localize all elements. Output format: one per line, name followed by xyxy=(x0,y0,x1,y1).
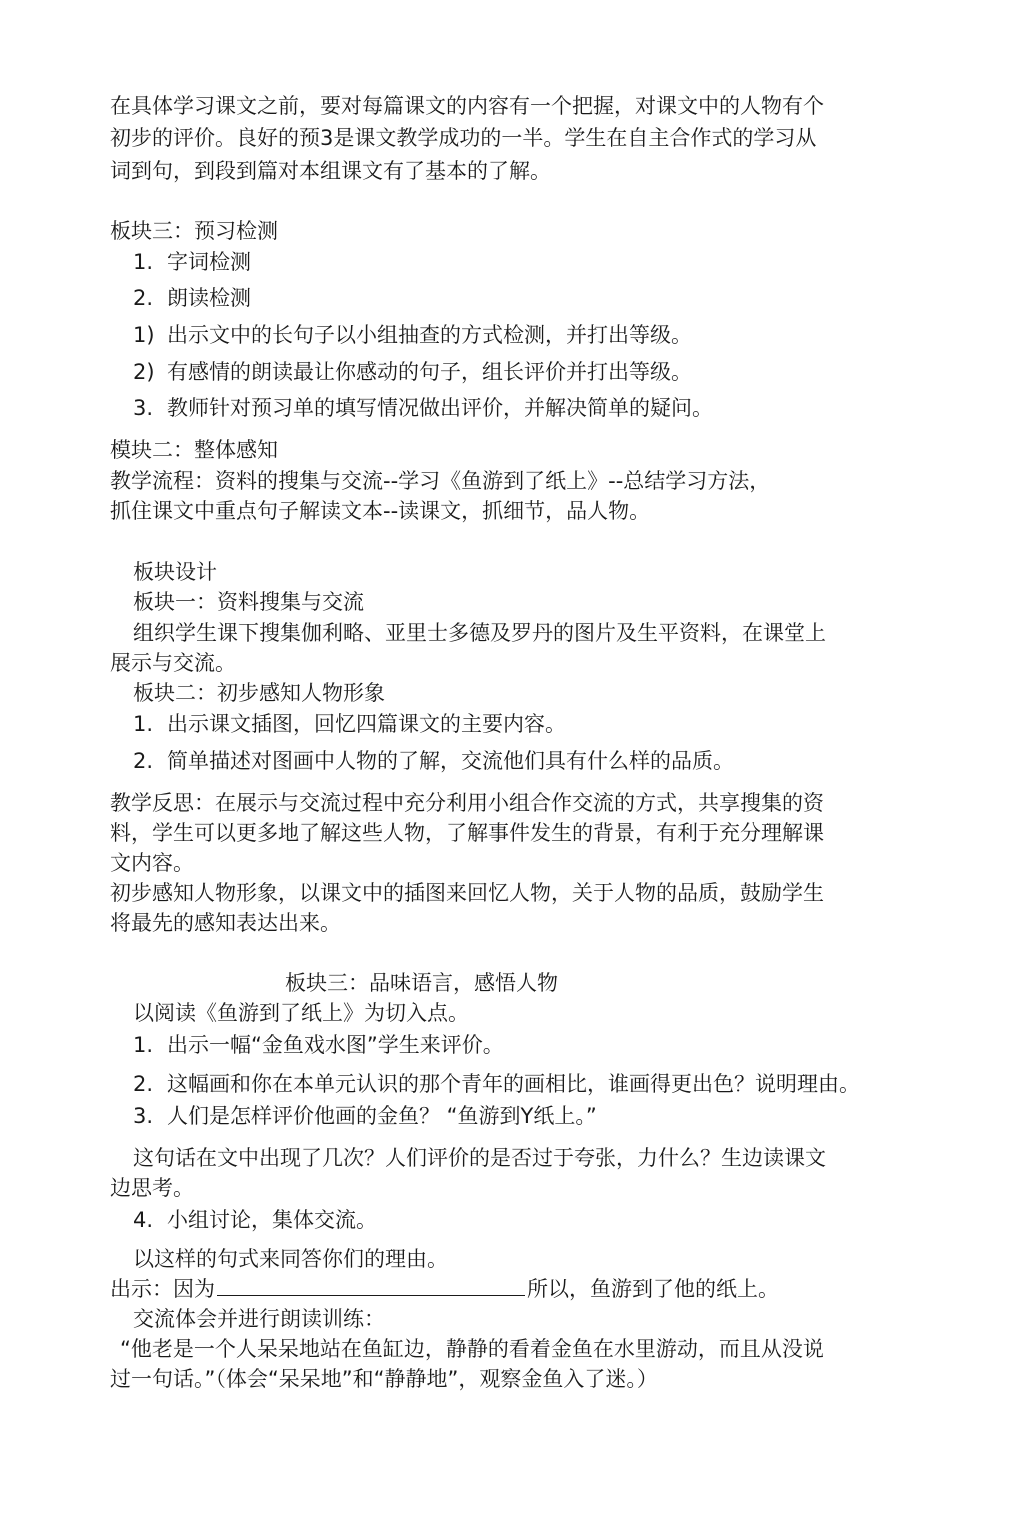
list-item-number: 1. xyxy=(133,250,154,274)
reflection-line-5: 将最先的感知表达出来。 xyxy=(110,911,341,935)
list-item-number: 2. xyxy=(133,1072,154,1096)
block1-text-line-1: 组织学生课下搜集伽利略、亚里士多德及罗丹的图片及生平资料，在课堂上 xyxy=(133,621,826,645)
quote-line-1: “他老是一个人呆呆地站在鱼缸边，静静的看着金鱼在水里游动，而且从没说 xyxy=(120,1337,824,1361)
intro-line-2: 初步的评价。良好的预3是课文教学成功的一半。学生在自主合作式的学习从 xyxy=(110,126,817,150)
intro-line-3: 词到句，到段到篇对本组课文有了基本的了解。 xyxy=(110,159,551,183)
fill-in-prefix: 出示：因为 xyxy=(110,1277,215,1301)
list-item xyxy=(133,284,251,312)
list-item xyxy=(133,747,734,775)
block3-pattern: 以这样的句式来同答你们的理由。 xyxy=(133,1247,448,1271)
teaching-flow-line-1: 教学流程：资料的搜集与交流--学习《鱼游到了纸上》--总结学习方法， xyxy=(110,469,771,493)
list-item-number: 3. xyxy=(133,396,154,420)
block1-text-line-2: 展示与交流。 xyxy=(110,651,236,675)
design-heading: 板块设计 xyxy=(133,560,217,584)
list-item-text: 朗读检测 xyxy=(167,286,251,310)
quote-line-2: 过一句话。”（体会“呆呆地”和“静静地”，观察金鱼入了迷。） xyxy=(110,1367,658,1391)
list-item-number: 1. xyxy=(133,1033,154,1057)
block3-question-line-2: 边思考。 xyxy=(110,1176,194,1200)
list-item-text: 教师针对预习单的填写情况做出评价，并解决简单的疑问。 xyxy=(167,396,713,420)
list-item-text: 出示课文插图，回忆四篇课文的主要内容。 xyxy=(167,712,566,736)
block3-heading: 板块三：品味语言，感悟人物 xyxy=(285,971,558,995)
list-item xyxy=(133,1070,860,1098)
list-item-text: 出示一幅“金鱼戏水图”学生来评价。 xyxy=(167,1033,504,1057)
block3-question-line-1: 这句话在文中出现了几次？人们评价的是否过于夸张，力什么？生边读课文 xyxy=(133,1146,826,1170)
fill-in-sentence xyxy=(110,1275,779,1303)
list-item-number: 2. xyxy=(133,286,154,310)
list-item xyxy=(133,394,713,422)
reflection-line-4: 初步感知人物形象，以课文中的插图来回忆人物，关于人物的品质，鼓励学生 xyxy=(110,881,824,905)
list-item xyxy=(133,248,251,276)
list-item xyxy=(133,1102,597,1130)
list-item-number: 1. xyxy=(133,712,154,736)
fill-in-blank xyxy=(217,1279,525,1296)
fill-in-suffix: 所以，鱼游到了他的纸上。 xyxy=(527,1277,779,1301)
intro-line-1: 在具体学习课文之前，要对每篇课文的内容有一个把握，对课文中的人物有个 xyxy=(110,94,824,118)
list-item-number: 3. xyxy=(133,1104,154,1128)
section3-heading: 板块三：预习检测 xyxy=(110,219,278,243)
list-item-text: 出示文中的长句子以小组抽查的方式检测，并打出等级。 xyxy=(167,323,692,347)
reflection-line-2: 料，学生可以更多地了解这些人物，了解事件发生的背景，有利于充分理解课 xyxy=(110,821,824,845)
list-item-text: 有感情的朗读最让你感动的句子，组长评价并打出等级。 xyxy=(167,360,692,384)
list-item-number: 2. xyxy=(133,749,154,773)
block3-intro: 以阅读《鱼游到了纸上》为切入点。 xyxy=(133,1001,469,1025)
block1-heading: 板块一：资料搜集与交流 xyxy=(133,590,364,614)
block2-heading: 板块二：初步感知人物形象 xyxy=(133,681,385,705)
list-item-text: 人们是怎样评价他画的金鱼？ “鱼游到Y纸上。” xyxy=(167,1104,597,1128)
list-item-number: 2) xyxy=(133,360,155,384)
list-item-text: 字词检测 xyxy=(167,250,251,274)
list-item xyxy=(133,1031,504,1059)
list-item xyxy=(133,1206,377,1234)
list-item-number: 4. xyxy=(133,1208,154,1232)
reflection-line-1: 教学反思：在展示与交流过程中充分利用小组合作交流的方式，共享搜集的资 xyxy=(110,791,824,815)
list-item xyxy=(133,321,692,349)
list-item-text: 简单描述对图画中人物的了解，交流他们具有什么样的品质。 xyxy=(167,749,734,773)
teaching-flow-line-2: 抓住课文中重点句子解读文本--读课文，抓细节，品人物。 xyxy=(110,499,651,523)
reflection-line-3: 文内容。 xyxy=(110,851,194,875)
block3-exchange: 交流体会并进行朗读训练： xyxy=(133,1307,385,1331)
list-item-number: 1) xyxy=(133,323,155,347)
list-item-text: 小组讨论，集体交流。 xyxy=(167,1208,377,1232)
list-item-text: 这幅画和你在本单元认识的那个青年的画相比，谁画得更出色？说明理由。 xyxy=(167,1072,860,1096)
list-item xyxy=(133,710,566,738)
list-item xyxy=(133,358,692,386)
module2-heading: 模块二：整体感知 xyxy=(110,438,278,462)
